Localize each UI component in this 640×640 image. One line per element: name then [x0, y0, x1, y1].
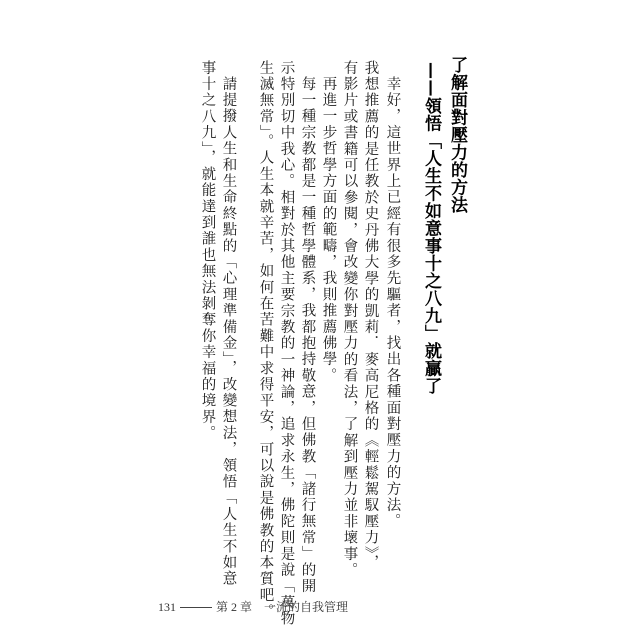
- paragraph-line-6: 示特別切中我心。相對於其他主要宗教的一神論，追求永生，佛陀則是說「萬物: [278, 60, 295, 627]
- paragraph-line-8: 請提撥人生和生命終點的「心理準備金」，改變想法，領悟「人生不如意: [220, 76, 237, 588]
- paragraph-line-3: 有影片或書籍可以參閱，會改變你對壓力的看法，了解到壓力並非壞事。: [341, 60, 358, 579]
- page-number: 131: [158, 600, 176, 614]
- page-footer: [158, 598, 348, 615]
- paragraph-line-4: 再進一步哲學方面的範疇，我則推薦佛學。: [320, 76, 337, 384]
- paragraph-line-7: 生滅無常」。人生本就辛苦，如何在苦難中求得平安，可以說是佛教的本質吧。: [257, 60, 274, 620]
- paragraph-line-1: 幸好，這世界上已經有很多先驅者，找出各種面對壓力的方法。: [384, 76, 401, 530]
- section-heading: 了解面對壓力的方法: [447, 56, 467, 214]
- chapter-title: 第 2 章 一流的自我管理: [216, 600, 349, 614]
- section-subheading: ——領悟「人生不如意事十之八九」就贏了: [421, 62, 441, 395]
- paragraph-line-2: 我想推薦的是任教於史丹佛大學的凱莉．麥高尼格的《輕鬆駕馭壓力》，: [362, 60, 379, 572]
- paragraph-line-5: 每一種宗教都是一種哲學體系，我都抱持敬意，但佛教「諸行無常」的開: [299, 76, 316, 595]
- footer-rule: [180, 607, 212, 608]
- paragraph-line-9: 事十之八九」，就能達到誰也無法剝奪你幸福的境界。: [199, 60, 216, 442]
